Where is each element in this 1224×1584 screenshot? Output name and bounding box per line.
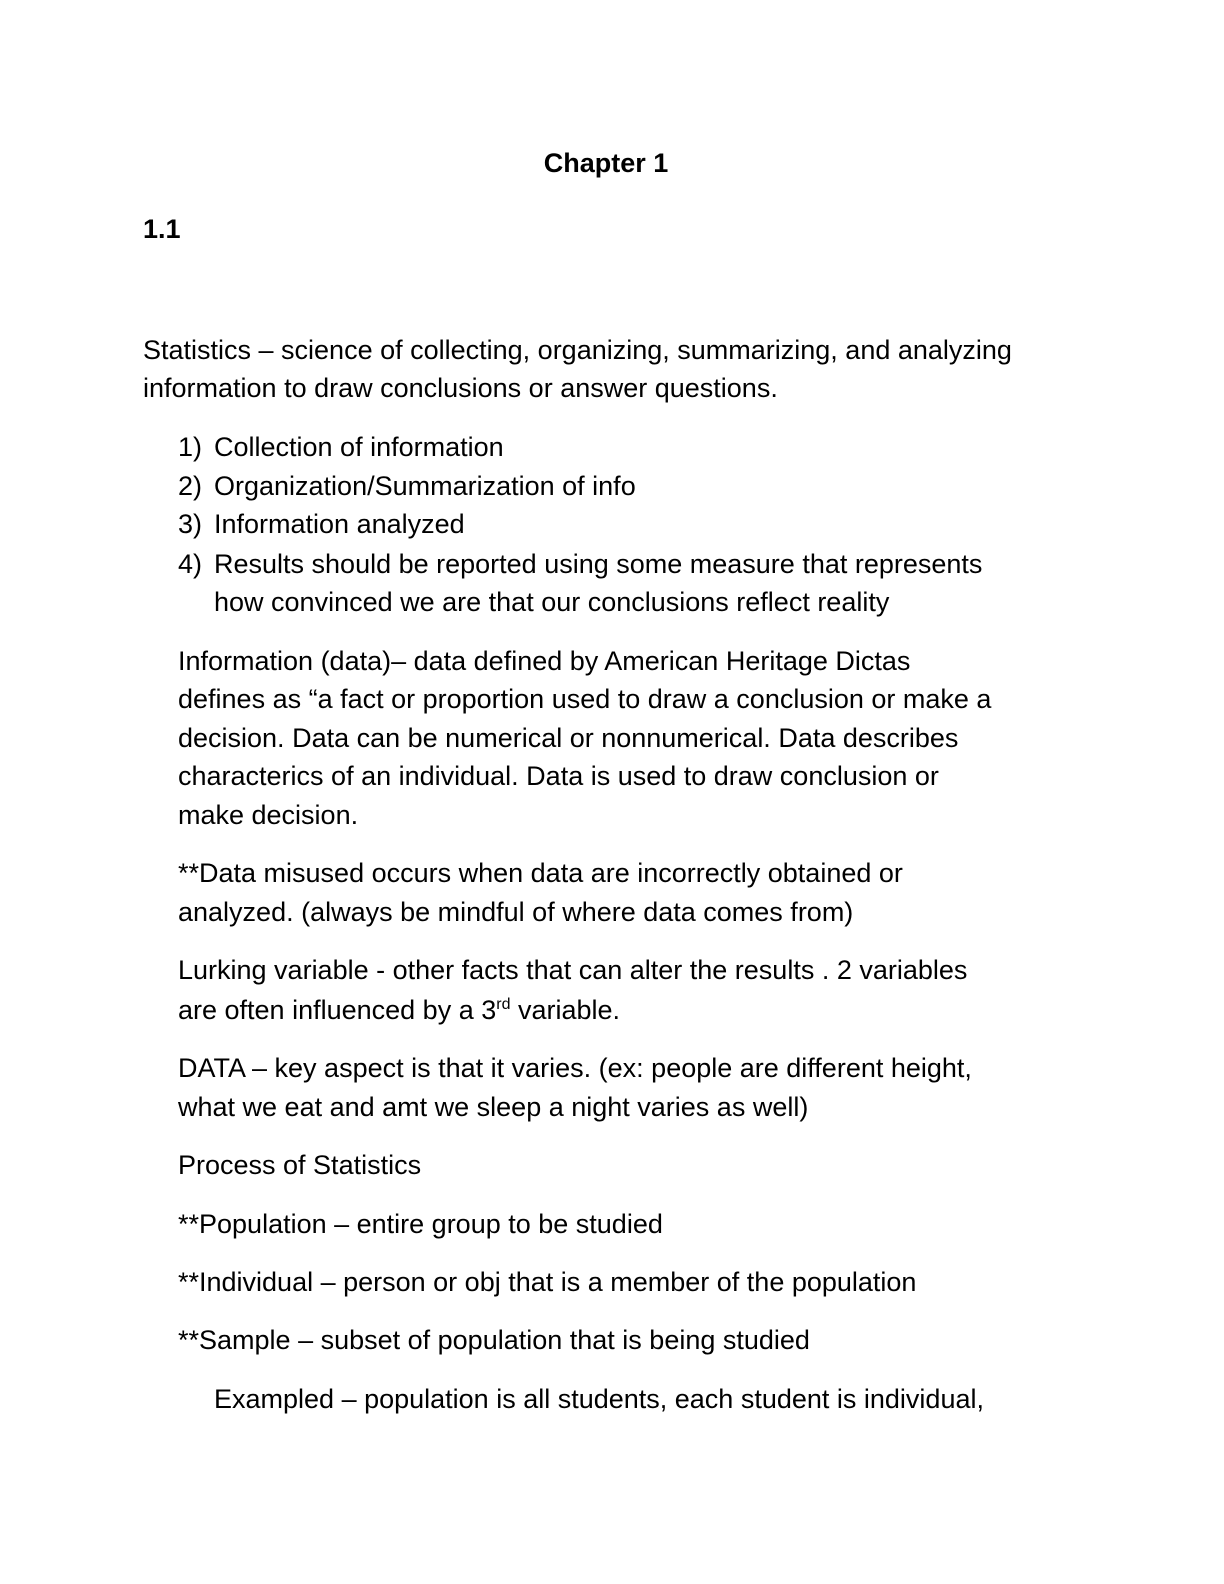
data-paragraph-line: DATA – key aspect is that it varies. (ex: people are different height, bbox=[178, 1053, 972, 1083]
individual-definition: **Individual – person or obj that is a member of the population bbox=[178, 1267, 917, 1297]
misuse-paragraph-line: analyzed. (always be mindful of where data comes from) bbox=[178, 897, 854, 927]
list-item-number: 3) bbox=[178, 509, 203, 539]
information-paragraph-line: make decision. bbox=[178, 800, 359, 830]
list-item-text: Results should be reported using some measure that represents bbox=[214, 549, 983, 579]
lurking-variable-line-1: Lurking variable - other facts that can alter the results . 2 variables bbox=[178, 955, 968, 985]
sample-definition: **Sample – subset of population that is being studied bbox=[178, 1325, 810, 1355]
example-line: Exampled – population is all students, each student is individual, bbox=[214, 1384, 984, 1414]
list-item-text: Organization/Summarization of info bbox=[214, 471, 636, 501]
list-item-number: 4) bbox=[178, 549, 203, 579]
information-paragraph-line: Information (data)– data defined by American Heritage Dictas bbox=[178, 646, 911, 676]
information-paragraph-line: decision. Data can be numerical or nonnumerical. Data describes bbox=[178, 723, 959, 753]
lurking-variable-line-2: are often influenced by a 3rd variable. bbox=[178, 995, 621, 1025]
data-paragraph-line: what we eat and amt we sleep a night varies as well) bbox=[178, 1092, 809, 1122]
list-item-text: Information analyzed bbox=[214, 509, 465, 539]
statistics-definition-line-1: Statistics – science of collecting, organizing, summarizing, and analyzing bbox=[143, 335, 1012, 365]
list-item-number: 1) bbox=[178, 432, 203, 462]
misuse-paragraph-line: **Data misused occurs when data are incorrectly obtained or bbox=[178, 858, 903, 888]
superscript: rd bbox=[496, 996, 511, 1013]
list-item-text: Collection of information bbox=[214, 432, 504, 462]
information-paragraph-line: defines as “a fact or proportion used to draw a conclusion or make a bbox=[178, 684, 992, 714]
list-item-continuation: how convinced we are that our conclusions reflect reality bbox=[214, 587, 890, 617]
population-definition: **Population – entire group to be studied bbox=[178, 1209, 663, 1239]
list-item-number: 2) bbox=[178, 471, 203, 501]
process-heading: Process of Statistics bbox=[178, 1150, 422, 1180]
section-number: 1.1 bbox=[143, 214, 181, 244]
information-paragraph-line: characterics of an individual. Data is used to draw conclusion or bbox=[178, 761, 939, 791]
statistics-definition-line-2: information to draw conclusions or answer questions. bbox=[143, 373, 778, 403]
page-title: Chapter 1 bbox=[543, 148, 669, 178]
